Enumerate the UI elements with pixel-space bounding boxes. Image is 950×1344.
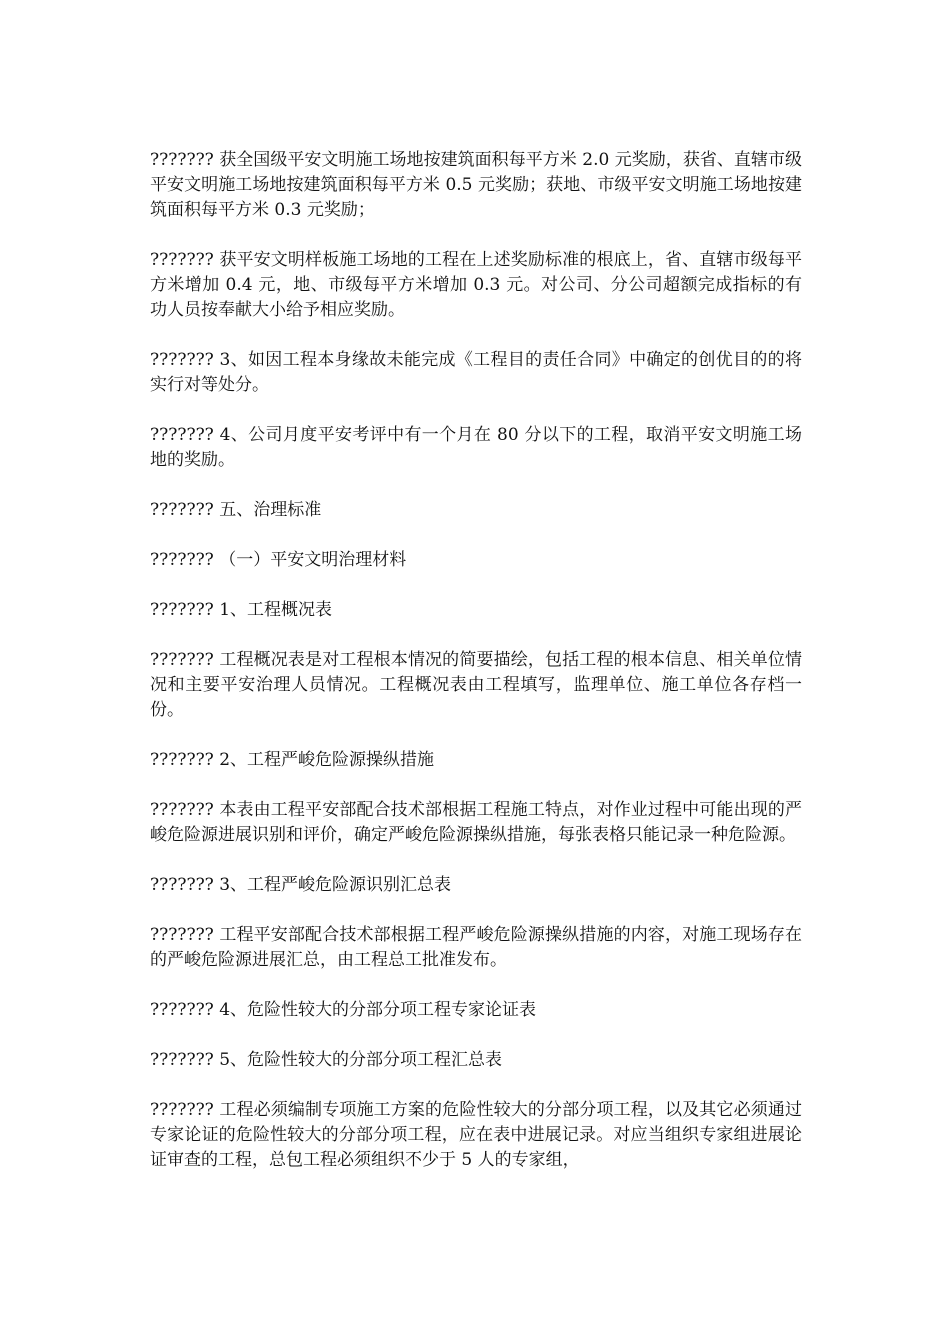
paragraph-project-overview-table: ??????? 工程概况表是对工程根本情况的简要描绘，包括工程的根本信息、相关单位情况和主要平安治理人员情况。工程概况表由工程填写，监理单位、施工单位各存档一份。 — [150, 650, 802, 720]
paragraph-hazard-control-measures: ??????? 本表由工程平安部配合技术部根据工程施工特点，对作业过程中可能出现的严峻危险源进展识别和评价，确定严峻危险源操纵措施，每张表格只能记录一种危险源。 — [150, 800, 802, 845]
paragraph-award-levels: ??????? 获全国级平安文明施工场地按建筑面积每平方米 2.0 元奖励，获省、直辖市级平安文明施工场地按建筑面积每平方米 0.5 元奖励；获地、市级平安文明施工场地按建筑面积每平方米 0.3 元奖励； — [150, 150, 802, 220]
item-heading-hazard-summary-table: ??????? 3、工程严峻危险源识别汇总表 — [150, 875, 452, 895]
document-body — [150, 148, 802, 1198]
paragraph-subproject-summary-table: ??????? 工程必须编制专项施工方案的危险性较大的分部分项工程，以及其它必须通过专家论证的危险性较大的分部分项工程，应在表中进展记录。对应当组织专家组进展论证审查的工程，总包工程必须组织不少于 5 人的专家组， — [150, 1100, 802, 1170]
section-heading-management-standards: ??????? 五、治理标准 — [150, 500, 322, 520]
paragraph-hazard-summary-table: ??????? 工程平安部配合技术部根据工程严峻危险源操纵措施的内容，对施工现场存在的严峻危险源进展汇总，由工程总工批准发布。 — [150, 925, 802, 970]
item-heading-hazard-control-measures: ??????? 2、工程严峻危险源操纵措施 — [150, 750, 435, 770]
item-heading-expert-review-table: ??????? 4、危险性较大的分部分项工程专家论证表 — [150, 1000, 537, 1020]
paragraph-item-4-cancel-award: ??????? 4、公司月度平安考评中有一个月在 80 分以下的工程，取消平安文明施工场地的奖励。 — [150, 425, 802, 470]
subsection-heading-safety-materials: ??????? （一）平安文明治理材料 — [150, 550, 407, 570]
paragraph-item-3-penalty: ??????? 3、如因工程本身缘故未能完成《工程目的责任合同》中确定的创优目的的将实行对等处分。 — [150, 350, 802, 395]
item-heading-subproject-summary-table: ??????? 5、危险性较大的分部分项工程汇总表 — [150, 1050, 503, 1070]
item-heading-project-overview-table: ??????? 1、工程概况表 — [150, 600, 333, 620]
paragraph-model-site-bonus: ??????? 获平安文明样板施工场地的工程在上述奖励标准的根底上，省、直辖市级每平方米增加 0.4 元，地、市级每平方米增加 0.3 元。对公司、分公司超额完成指标的有功人员按奉献大小给予相应奖励。 — [150, 250, 802, 320]
